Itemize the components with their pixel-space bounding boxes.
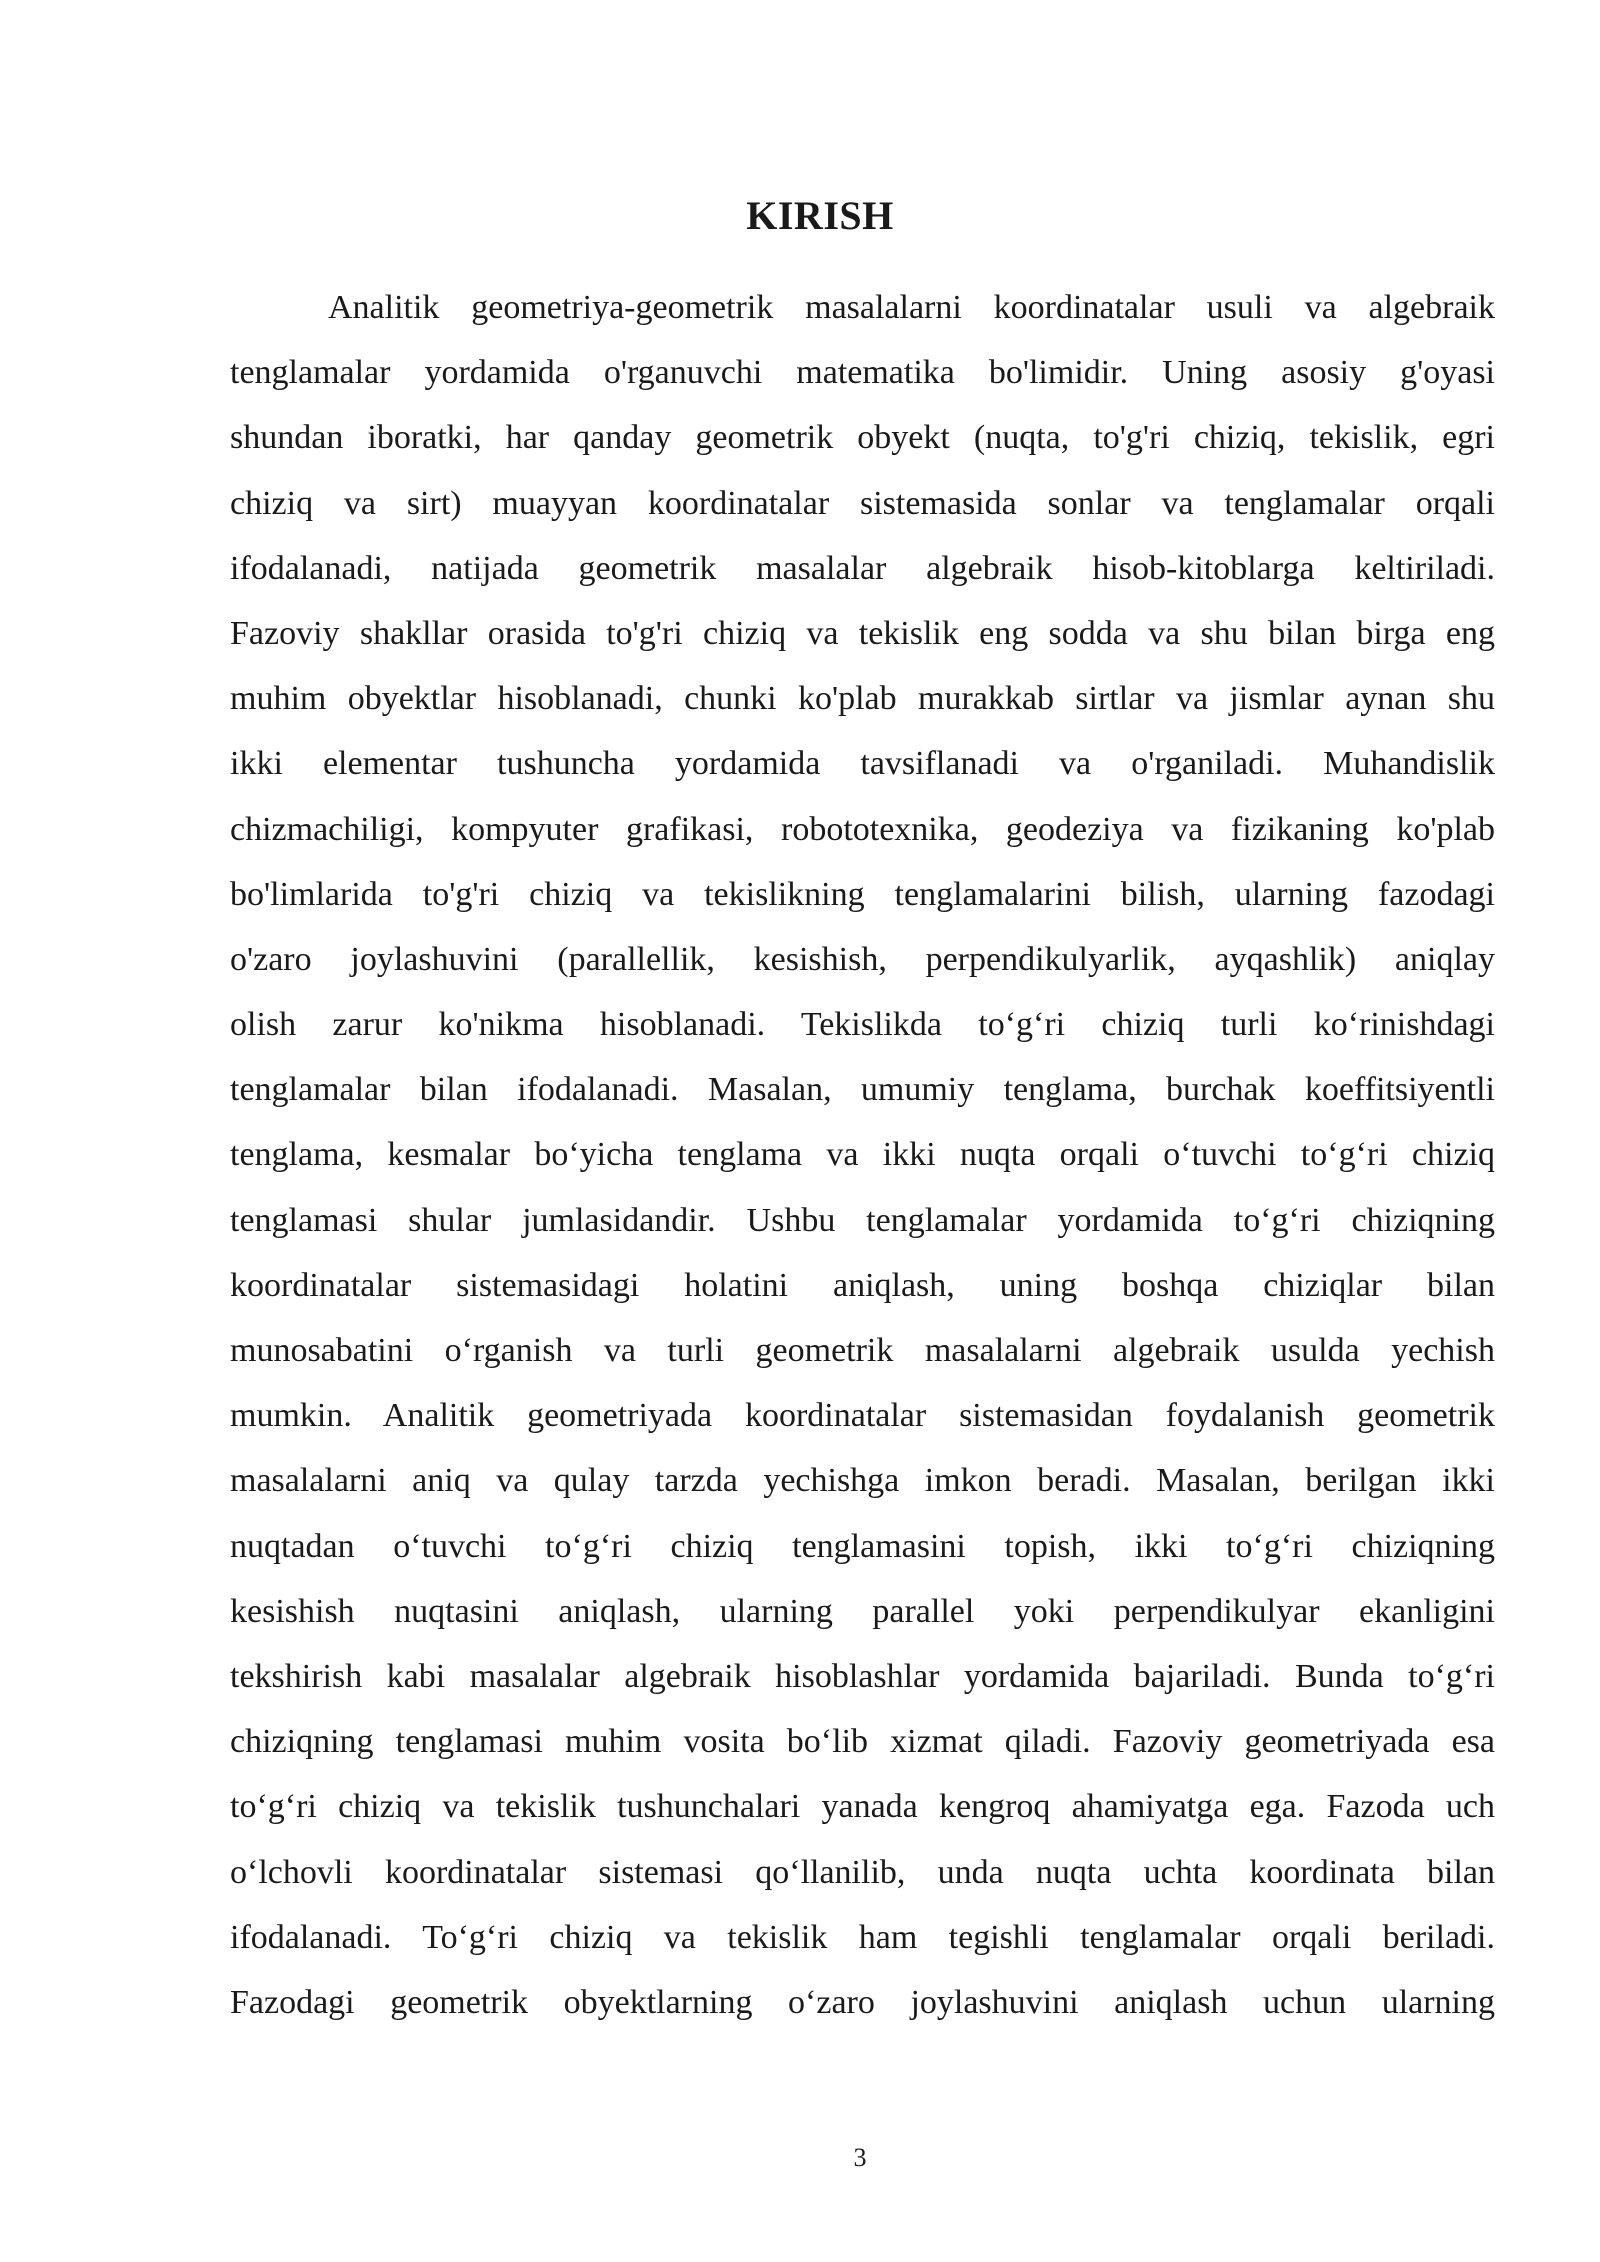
paragraph-line: o‘lchovli koordinatalar sistemasi qo‘llanilib, unda nuqta uchta koordinata bilan bbox=[230, 1853, 1495, 1891]
paragraph-line: koordinatalar sistemasidagi holatini aniqlash, uning boshqa chiziqlar bilan bbox=[230, 1266, 1495, 1304]
paragraph-line: bo'limlarida to'g'ri chiziq va tekislikning tenglamalarini bilish, ularning fazodagi bbox=[230, 875, 1495, 913]
paragraph-line: Fazodagi geometrik obyektlarning o‘zaro joylashuvini aniqlash uchun ularning bbox=[230, 1983, 1495, 2021]
paragraph-line: tenglama, kesmalar bo‘yicha tenglama va ikki nuqta orqali o‘tuvchi to‘g‘ri chiziq bbox=[230, 1136, 1495, 1174]
paragraph-line: chiziqning tenglamasi muhim vosita bo‘lib xizmat qiladi. Fazoviy geometriyada esa bbox=[230, 1723, 1495, 1761]
paragraph-line: chizmachiligi, kompyuter grafikasi, robototexnika, geodeziya va fizikaning ko'plab bbox=[230, 810, 1495, 848]
paragraph-line: shundan iboratki, har qanday geometrik obyekt (nuqta, to'g'ri chiziq, tekislik, egri bbox=[230, 419, 1495, 457]
paragraph-line: muhim obyektlar hisoblanadi, chunki ko'plab murakkab sirtlar va jismlar aynan shu bbox=[230, 680, 1495, 718]
page-title: KIRISH bbox=[746, 193, 894, 238]
paragraph-line: o'zaro joylashuvini (parallellik, kesishish, perpendikulyarlik, ayqashlik) aniqlay bbox=[230, 940, 1495, 978]
page-number: 3 bbox=[853, 2143, 867, 2172]
paragraph-line: ikki elementar tushuncha yordamida tavsiflanadi va o'rganiladi. Muhandislik bbox=[230, 745, 1495, 783]
paragraph-line: olish zarur ko'nikma hisoblanadi. Tekislikda to‘g‘ri chiziq turli ko‘rinishdagi bbox=[230, 1006, 1495, 1044]
paragraph-line: Fazoviy shakllar orasida to'g'ri chiziq va tekislik eng sodda va shu bilan birga eng bbox=[230, 614, 1495, 652]
paragraph-line: Analitik geometriya-geometrik masalalarni koordinatalar usuli va algebraik bbox=[328, 289, 1495, 326]
paragraph-line: mumkin. Analitik geometriyada koordinatalar sistemasidan foydalanish geometrik bbox=[230, 1397, 1495, 1435]
paragraph-line: chiziq va sirt) muayyan koordinatalar sistemasida sonlar va tenglamalar orqali bbox=[230, 484, 1495, 522]
paragraph-line: kesishish nuqtasini aniqlash, ularning parallel yoki perpendikulyar ekanligini bbox=[230, 1592, 1495, 1630]
paragraph-line: tekshirish kabi masalalar algebraik hisoblashlar yordamida bajariladi. Bunda to‘g‘ri bbox=[230, 1657, 1495, 1695]
body-paragraph bbox=[230, 280, 1495, 2040]
paragraph-line: nuqtadan o‘tuvchi to‘g‘ri chiziq tenglamasini topish, ikki to‘g‘ri chiziqning bbox=[230, 1527, 1495, 1565]
paragraph-line: ifodalanadi. To‘g‘ri chiziq va tekislik ham tegishli tenglamalar orqali beriladi. bbox=[230, 1918, 1495, 1956]
paragraph-line: tenglamalar bilan ifodalanadi. Masalan, umumiy tenglama, burchak koeffitsiyentli bbox=[230, 1071, 1495, 1109]
paragraph-line: ifodalanadi, natijada geometrik masalalar algebraik hisob-kitoblarga keltiriladi. bbox=[230, 549, 1495, 587]
paragraph-line: masalalarni aniq va qulay tarzda yechishga imkon beradi. Masalan, berilgan ikki bbox=[230, 1462, 1495, 1500]
paragraph-line: munosabatini o‘rganish va turli geometrik masalalarni algebraik usulda yechish bbox=[230, 1332, 1495, 1369]
paragraph-line: tenglamasi shular jumlasidandir. Ushbu tenglamalar yordamida to‘g‘ri chiziqning bbox=[230, 1201, 1495, 1239]
paragraph-line: to‘g‘ri chiziq va tekislik tushunchalari yanada kengroq ahamiyatga ega. Fazoda uch bbox=[230, 1788, 1495, 1826]
paragraph-line: tenglamalar yordamida o'rganuvchi matematika bo'limidir. Uning asosiy g'oyasi bbox=[230, 354, 1495, 392]
